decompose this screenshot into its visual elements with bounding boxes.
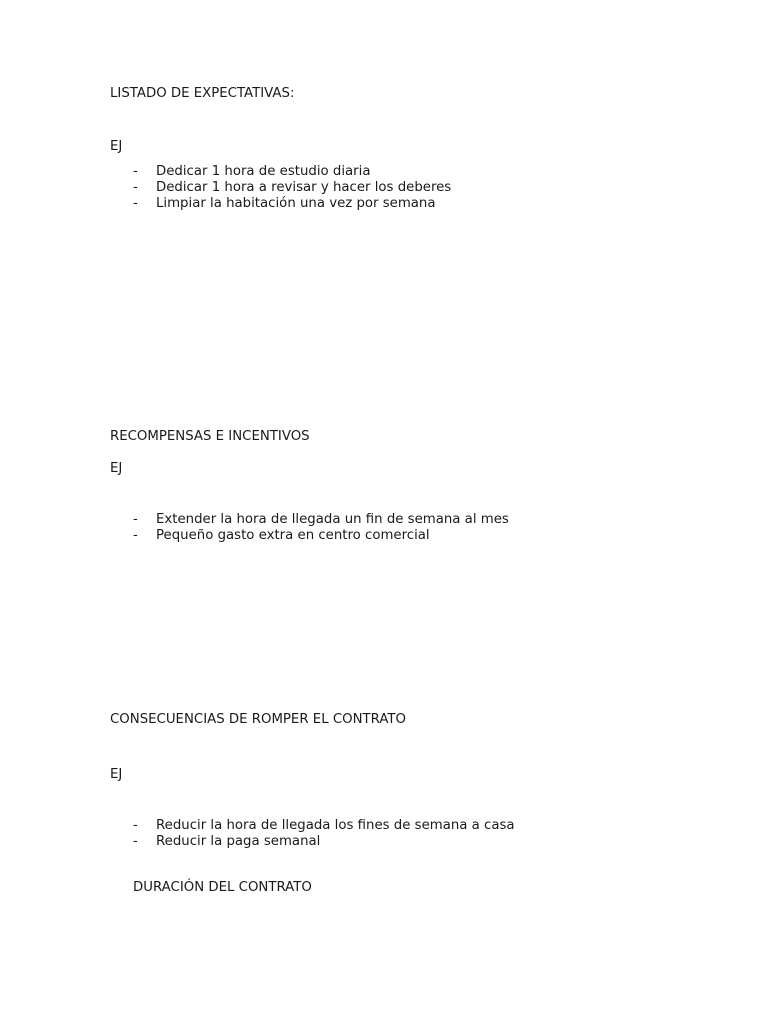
list-item-text: Dedicar 1 hora de estudio diaria	[156, 164, 371, 179]
consecuencias-list	[133, 818, 515, 850]
list-item-text: Reducir la hora de llegada los fines de semana a casa	[156, 818, 515, 833]
bullet-dash: -	[133, 834, 138, 849]
list-item	[133, 164, 451, 180]
list-item	[133, 818, 515, 834]
ej-label: EJ	[110, 767, 123, 782]
expectativas-list	[133, 164, 451, 212]
bullet-dash: -	[133, 818, 138, 833]
list-item-text: Pequeño gasto extra en centro comercial	[156, 528, 430, 543]
list-item-text: Extender la hora de llegada un fin de semana al mes	[156, 512, 509, 527]
recompensas-list	[133, 512, 509, 544]
ej-label: EJ	[110, 139, 123, 154]
bullet-dash: -	[133, 180, 138, 195]
ej-label: EJ	[110, 461, 123, 476]
list-item-text: Reducir la paga semanal	[156, 834, 321, 849]
list-item	[133, 528, 509, 544]
bullet-dash: -	[133, 512, 138, 527]
list-item	[133, 196, 451, 212]
bullet-dash: -	[133, 528, 138, 543]
list-item	[133, 180, 451, 196]
duration-heading: DURACIÓN DEL CONTRATO	[133, 880, 312, 895]
bullet-dash: -	[133, 196, 138, 211]
list-item-text: Dedicar 1 hora a revisar y hacer los deberes	[156, 180, 452, 195]
section-heading-recompensas: RECOMPENSAS E INCENTIVOS	[110, 429, 310, 444]
list-item-text: Limpiar la habitación una vez por semana	[156, 196, 436, 211]
section-heading-consecuencias: CONSECUENCIAS DE ROMPER EL CONTRATO	[110, 712, 407, 727]
list-item	[133, 834, 515, 850]
list-item	[133, 512, 509, 528]
section-heading-expectativas: LISTADO DE EXPECTATIVAS:	[110, 86, 295, 101]
bullet-dash: -	[133, 164, 138, 179]
